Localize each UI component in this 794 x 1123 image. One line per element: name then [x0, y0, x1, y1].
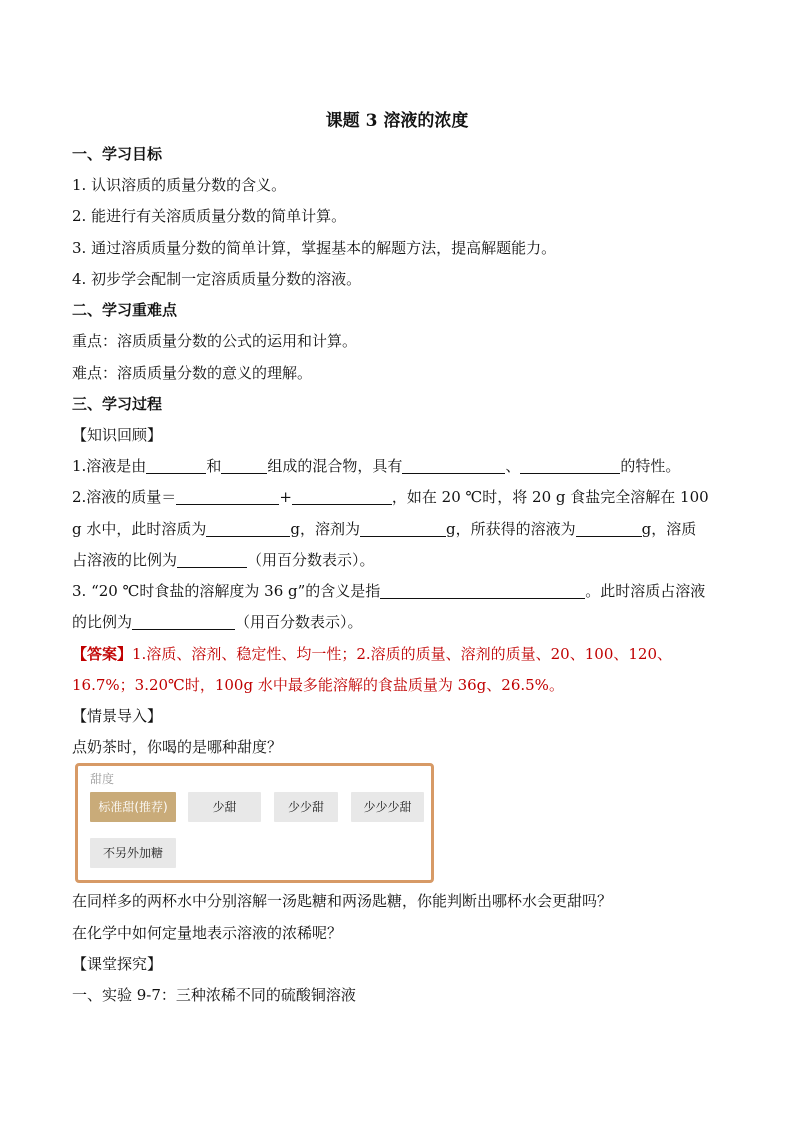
question-2-line-3: 占溶液的比例为 （用百分数表示）。: [72, 551, 375, 569]
intro-heading: 【情景导入】: [72, 707, 163, 725]
sweetness-selector: [75, 763, 434, 883]
sweetness-option-less-less[interactable]: 少少甜: [274, 792, 338, 822]
answer-line-2: 16.7%；3.20℃时，100g 水中最多能溶解的食盐质量为 36g、26.5%。: [72, 676, 564, 694]
question-2-line-1: 2.溶液的质量＝ + ，如在 20 ℃时，将 20 g 食盐完全溶解在 100: [72, 488, 709, 506]
paragraph-sugar-question: 在同样多的两杯水中分别溶解一汤匙糖和两汤匙糖，你能判断出哪杯水会更甜吗？: [72, 892, 613, 910]
blank[interactable]: [520, 457, 620, 474]
section-heading-goals: 一、学习目标: [72, 145, 163, 163]
intro-question: 点奶茶时，你喝的是哪种甜度？: [72, 738, 283, 756]
goal-item-3: 3. 通过溶质质量分数的简单计算，掌握基本的解题方法，提高解题能力。: [72, 239, 557, 257]
sweetness-option-less-less-less[interactable]: 少少少甜: [351, 792, 424, 822]
blank[interactable]: [380, 582, 585, 599]
answer-line-1: 【答案】1.溶质、溶剂、稳定性、均一性；2.溶质的质量、溶剂的质量、20、100、120、: [72, 645, 672, 663]
experiment-line: 一、实验 9-7：三种浓稀不同的硫酸铜溶液: [72, 986, 356, 1004]
goal-item-4: 4. 初步学会配制一定溶质质量分数的溶液。: [72, 270, 362, 288]
review-heading: 【知识回顾】: [72, 426, 163, 444]
sweetness-option-less[interactable]: 少甜: [188, 792, 261, 822]
sweetness-label: 甜度: [90, 772, 115, 786]
explore-heading: 【课堂探究】: [72, 955, 163, 973]
key-point: 重点：溶质质量分数的公式的运用和计算。: [72, 332, 358, 350]
blank[interactable]: [360, 520, 446, 537]
paragraph-concentration-question: 在化学中如何定量地表示溶液的浓稀呢？: [72, 924, 343, 942]
question-3-line-1: 3. “20 ℃时食盐的溶解度为 36 g”的含义是指 。此时溶质占溶液: [72, 582, 706, 600]
blank[interactable]: [292, 488, 392, 505]
question-2-line-2: g 水中，此时溶质为 g，溶剂为 g，所获得的溶液为 g，溶质: [72, 520, 697, 538]
blank[interactable]: [146, 457, 206, 474]
answer-label: 【答案】: [72, 645, 133, 663]
sweetness-option-standard[interactable]: 标准甜(推荐): [90, 792, 176, 822]
blank[interactable]: [206, 520, 290, 537]
blank[interactable]: [177, 551, 247, 568]
question-1: 1.溶液是由 和 组成的混合物，具有 、 的特性。: [72, 457, 681, 475]
blank[interactable]: [576, 520, 642, 537]
sweetness-option-no-sugar[interactable]: 不另外加糖: [90, 838, 176, 868]
blank[interactable]: [221, 457, 267, 474]
question-3-line-2: 的比例为 （用百分数表示）。: [72, 613, 363, 631]
section-heading-key-points: 二、学习重难点: [72, 301, 178, 319]
section-heading-process: 三、学习过程: [72, 395, 163, 413]
difficult-point: 难点：溶质质量分数的意义的理解。: [72, 364, 313, 382]
blank[interactable]: [402, 457, 505, 474]
goal-item-2: 2. 能进行有关溶质质量分数的简单计算。: [72, 207, 347, 225]
goal-item-1: 1. 认识溶质的质量分数的含义。: [72, 176, 287, 194]
blank[interactable]: [132, 613, 235, 630]
lesson-title: 课题 3 溶液的浓度: [325, 111, 469, 131]
blank[interactable]: [176, 488, 279, 505]
